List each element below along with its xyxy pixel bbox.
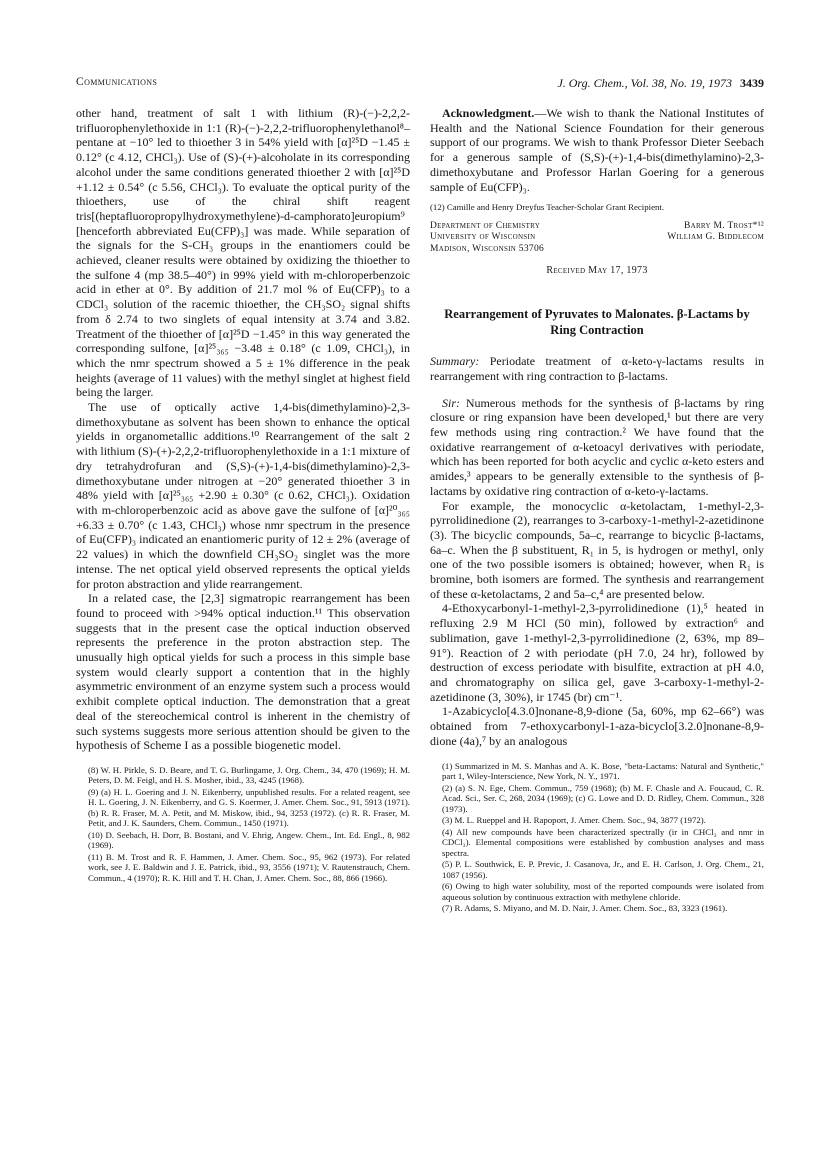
reference: (11) B. M. Trost and R. F. Hammen, J. Amer. Chem. Soc., 95, 962 (1973). For related work, see J. E. Baldwin and J. E. Patrick, ibid., 93, 3556 (1971); V. Rautenstrauch, Chem. Commun., 4 (1970); R. K. Hill and T. H. Chan, J. Amer. Chem. Soc., 88, 866 (1966). — [88, 851, 410, 883]
reference: (2) (a) S. N. Ege, Chem. Commun., 759 (1968); (b) M. F. Chasle and A. Foucaud, C. R. Acad. Sci., Ser. C, 268, 2034 (1969); (c) G. Lowe and D. D. Ridley, Chem. Commun., 328 (1973). — [442, 782, 764, 814]
body-paragraph: 4-Ethoxycarbonyl-1-methyl-2,3-pyrrolidinedione (1),⁵ heated in refluxing 2.9 M HCl (50 min), followed by extraction⁶ and sublimation, gave 1-methyl-2,3-pyrrolidinedione (2, 63%, mp 89–91°). Reaction of 2 with periodate (pH 7.0, 24 hr), followed by destruction of excess periodate with bisulfite, extraction at pH 4.0, and chromatography on silica gel, gave 3-carboxy-1-methyl-2-azetidinone (3, 30%), ir 1745 (br) cm⁻¹. — [430, 601, 764, 704]
reference: (4) All new compounds have been characterized spectrally (ir in CHCl₃ and nmr in CDCl₃). Elemental compositions were established by combustion analyses and mass spectra. — [442, 826, 764, 858]
reference: (9) (a) H. L. Goering and J. N. Eikenberry, unpublished results. For a related reagent, see H. L. Goering, J. N. Eikenberry, and G. S. Koermer, J. Amer. Chem. Soc., 91, 5913 (1971). (b) R. R. Fraser, M. A. Petit, and M. Miskow, ibid., 94, 3253 (1972). (c) R. R. Fraser, M. Petit, and J. K. Saunders, Chem. Commun., 1450 (1971). — [88, 786, 410, 829]
article-title: Rearrangement of Pyruvates to Malonates. β-Lactams by Ring Contraction — [444, 307, 750, 338]
journal-citation — [557, 76, 764, 91]
reference: (6) Owing to high water solubility, most of the reported compounds were isolated from aqueous solution by continuous extraction with methylene chloride. — [442, 881, 764, 902]
received-date: Received May 17, 1973 — [546, 265, 648, 277]
reference: (1) Summarized in M. S. Manhas and A. K. Bose, "beta-Lactams: Natural and Synthetic," part 1, Wiley-Interscience, New York, N. Y., 1971. — [442, 760, 764, 781]
body-paragraph: The use of optically active 1,4-bis(dimethylamino)-2,3-dimethoxybutane as solvent has been shown to enhance the optical yields in organometallic additions.¹⁰ Rearrangement of the salt 2 with lithium (S)-(+)-2,2,2-trifluorophenylethoxide in a 1:1 mixture of dry tetrahydrofuran and (S,S)-(+)-1,4-bis(dimethylamino)-2,3-dimethoxybutane under nitrogen at −20° generated thioether 3 in 48% yield with [α]²⁵₃₆₅ +2.90 ± 0.30° (c 0.62, CHCl₃). Oxidation with m-chloroperbenzoic acid as above gave the sulfone of [α]²⁰₃₆₅ +6.33 ± 0.70° (c 1.43, CHCl₃) whose nmr spectrum in the presence of Eu(CFP)₃ indicated an enantiomeric purity of 12 ± 2% (average of 22 values) in which the downfield CH₃SO₂ singlet was the more intense. The net optical yield observed represents the optical yields for proton abstraction and ylide rearrangement. — [76, 400, 410, 591]
affiliation: Department of Chemistry University of Wisconsin Madison, Wisconsin 53706 — [430, 220, 545, 254]
reference: (10) D. Seebach, H. Dorr, B. Bostani, and V. Ehrig, Angew. Chem., Int. Ed. Engl., 8, 982 (1969). — [88, 829, 410, 851]
body-paragraph: 1-Azabicyclo[4.3.0]nonane-8,9-dione (5a, 60%, mp 62–66°) was obtained from 7-ethoxycarbonyl-1-aza-bicyclo[3.2.0]nonane-8,9-dione (4a),⁷ by an analogous — [430, 704, 764, 748]
body-text: Numerous methods for the synthesis of β-lactams by ring closure or ring expansion have been developed,¹ but there are very few methods using ring contraction.² We have found that the oxidative rearrangement of α-ketoacyl derivatives with periodate, which has been reported for both acyclic and cyclic α-keto esters and amides,³ appears to be generally extensible to the synthesis of β-lactams by oxidative ring contraction of α-keto-γ-lactams. — [430, 395, 764, 498]
right-column — [430, 106, 764, 915]
summary-text: Periodate treatment of α-keto-γ-lactams results in rearrangement with ring contraction to β-lactams. — [430, 354, 764, 383]
body-paragraph: other hand, treatment of salt 1 with lithium (R)-(−)-2,2,2-trifluorophenylethoxide in 1:1 (R)-(−)-2,2,2-trifluorophenylethanol⁸–pentane at −10° led to thioether 3 in 54% yield with [α]²⁵D −1.45 ± 0.12° (c 4.12, CHCl₃). Use of (S)-(+)-alcoholate in its corresponding alcohol under the same conditions generated thioether 2 with [α]²⁵D +1.12 ± 0.54° (c 5.56, CHCl₃). To evaluate the optical purity of the thioethers, use of the chiral shift reagent tris[(heptafluoropropylhydroxymethylene)-d-camphorato]europium⁹ [henceforth abbreviated Eu(CFP)₃] was made. While separation of the signals for the S-CH₃ groups in the enantiomers could be achieved, cleaner results were obtained by oxidizing the thioether to the sulfone 4 (mp 38.5–40°) in 99% yield with m-chloroperbenzoic acid in ether at 0°. By addition of 21.7 mol % of Eu(CFP)₃ to a CDCl₃ solution of the racemic thioether, the CH₃SO₂ signal shifts from δ 2.74 to two singlets of equal intensity at 3.74 and 3.82. Treatment of the thioether of [α]²⁵D −1.45° in this way generated the corresponding sulfone, [α]²⁵₃₆₅ −3.48 ± 0.18° (c 1.09, CHCl₃), in which the nmr spectrum showed a 5 ± 1% difference in the peak heights (average of 11 values) with the methyl singlet at highest field being the larger. — [76, 106, 410, 400]
reference: (7) R. Adams, S. Miyano, and M. D. Nair, J. Amer. Chem. Soc., 83, 3323 (1961). — [442, 903, 728, 913]
page-header — [76, 76, 764, 94]
authors: Barry M. Trost*¹² William G. Biddlecom — [667, 220, 764, 243]
footnote-12: (12) Camille and Henry Dreyfus Teacher-Scholar Grant Recipient. — [430, 202, 665, 213]
left-column — [76, 106, 410, 884]
page-number: 3439 — [740, 76, 764, 90]
references-right — [430, 761, 764, 914]
reference: (8) W. H. Pirkle, S. D. Beare, and T. G. Burlingame, J. Org. Chem., 34, 470 (1969); H. M. Peters, D. M. Feigl, and H. S. Mosher, ibid., 33, 4245 (1968). — [88, 764, 410, 786]
summary-label: Summary: — [430, 354, 480, 369]
reference: (3) M. L. Rueppel and H. Rapoport, J. Amer. Chem. Soc., 94, 3877 (1972). — [442, 815, 706, 825]
section-label: Communications — [76, 76, 158, 88]
body-paragraph: For example, the monocyclic α-ketolactam, 1-methyl-2,3-pyrrolidinedione (2), rearranges to 3-carboxy-1-methyl-2-azetidinone (3). The bicyclic compounds, 5a–c, rearrange to bicyclic β-lactams, 6a–c. When the β substituent, R₁ in 5, is hydrogen or methyl, only one of the two possible isomers is obtained; however, when R₁ is bromine, both isomers are formed. The synthesis and rearrangement of these α-ketolactams, 2 and 5a–c,⁴ are presented below. — [430, 498, 764, 601]
acknowledgment-text: —We wish to thank the National Institutes of Health and the National Science Foundation for their generous support of our programs. We wish to thank Professor Dieter Seebach for a generous sample of (S,S)-(+)-1,4-bis(dimethylamino)-2,3-dimethoxybutane and Professor Harlan Goering for a generous sample of Eu(CFP)₃. — [430, 106, 764, 194]
summary — [430, 354, 764, 383]
reference: (5) P. L. Southwick, E. P. Previc, J. Casanova, Jr., and E. H. Carlson, J. Org. Chem., 21, 1087 (1956). — [442, 859, 764, 880]
body-paragraph: In a related case, the [2,3] sigmatropic rearrangement has been found to proceed with >94% optical induction.¹¹ This observation suggests that in the present case the optical induction observed represents the preference in the proton abstraction step. The unusually high optical yields for such a process in this simple base system would clearly support a contention that in the highly asymmetric environment of an enzyme system such a process would exhibit complete optical induction. The demonstration that a great deal of the stereochemical control is inherent in the chemistry of such systems suggests more serious attention should be given to the hypothesis of Scheme I as a possible biogenetic model. — [76, 591, 410, 753]
sir-label: Sir: — [442, 395, 460, 410]
acknowledgment-title: Acknowledgment. — [442, 106, 535, 120]
body-paragraph — [430, 396, 764, 499]
references-left — [76, 765, 410, 884]
acknowledgment — [430, 106, 764, 194]
author-block — [430, 221, 764, 256]
journal-name: J. Org. Chem., Vol. 38, No. 19, 1973 — [557, 76, 732, 90]
